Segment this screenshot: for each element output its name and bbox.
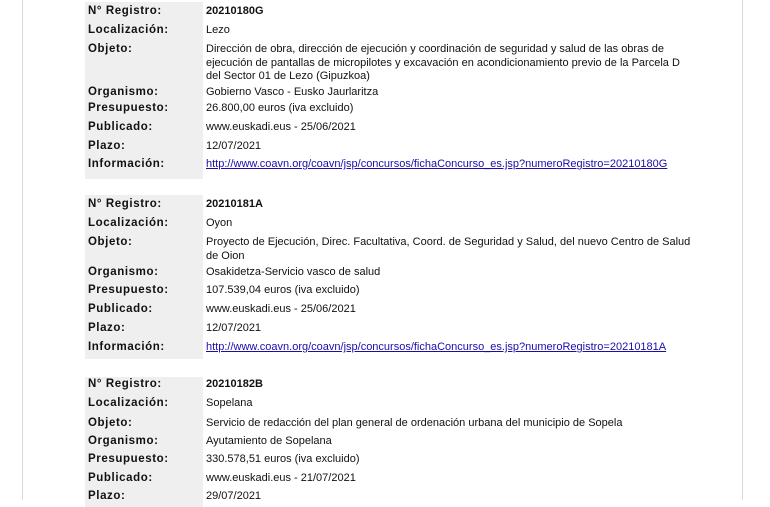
presupuesto-row [85,101,705,120]
localizacion-row [85,396,705,415]
informacion-label: Información: [85,339,203,359]
registro-value: 20210181A [206,198,263,210]
publicado-row [85,120,705,139]
objeto-label: Objeto: [85,233,203,265]
objeto-label: Objeto: [85,40,203,83]
informacion-link[interactable]: http://www.coavn.org/coavn/jsp/concursos/fichaConcurso_es.jsp?numeroRegistro=20210180G [206,158,668,170]
publicado-label: Publicado: [85,471,203,489]
plazo-row [85,489,705,507]
organismo-value: Ayutamiento de Sopelana [206,435,332,447]
publicado-label: Publicado: [85,302,203,321]
presupuesto-value: 26.800,00 euros (iva excluido) [206,102,354,114]
publicado-value: www.euskadi.eus - 25/06/2021 [206,303,356,315]
presupuesto-row [85,452,705,471]
plazo-label: Plazo: [85,139,203,157]
informacion-link[interactable]: http://www.coavn.org/coavn/jsp/concursos/fichaConcurso_es.jsp?numeroRegistro=20210181A [206,341,667,353]
localizacion-label: Localización: [85,396,203,415]
plazo-value: 29/07/2021 [206,490,262,502]
organismo-row [85,265,705,283]
presupuesto-label: Presupuesto: [85,283,203,302]
plazo-value: 12/07/2021 [206,140,262,152]
localizacion-label: Localización: [85,21,203,40]
publicado-row [85,302,705,321]
registro-label: N° Registro: [85,377,203,396]
organismo-label: Organismo: [85,83,203,101]
registro-value: 20210180G [206,5,264,17]
localizacion-value: Sopelana [206,397,253,409]
informacion-label: Información: [85,157,203,179]
objeto-value: Proyecto de Ejecución, Direc. Facultativa, Coord. de Seguridad y Salud, del nuevo Centro de Salud de Oion [206,236,691,262]
plazo-row [85,321,705,339]
localizacion-label: Localización: [85,214,203,233]
objeto-row [85,40,705,83]
tender-record [85,2,705,179]
registro-row [85,2,705,21]
localizacion-value: Oyon [206,217,233,229]
plazo-value: 12/07/2021 [206,322,262,334]
organismo-row [85,83,705,101]
informacion-row [85,157,705,179]
tender-record [85,377,705,507]
organismo-label: Organismo: [85,433,203,452]
plazo-label: Plazo: [85,321,203,339]
presupuesto-row [85,283,705,302]
publicado-value: www.euskadi.eus - 25/06/2021 [206,121,356,133]
registro-value: 20210182B [206,378,263,390]
publicado-label: Publicado: [85,120,203,139]
objeto-value: Servicio de redacción del plan general de ordenación urbana del municipio de Sopela [206,417,623,429]
organismo-value: Gobierno Vasco - Eusko Jaurlaritza [206,86,379,98]
objeto-value: Dirección de obra, dirección de ejecución y coordinación de seguridad y salud de las obras de ejecución de pantallas de micropilotes y excavación en acondicionamiento previo de la Parcela D del Sector 01 de Lezo (Gipuzkoa) [206,43,680,82]
informacion-row [85,339,705,359]
plazo-row [85,139,705,157]
organismo-row [85,433,705,452]
organismo-value: Osakidetza-Servicio vasco de salud [206,266,381,278]
publicado-row [85,471,705,489]
localizacion-row [85,214,705,233]
organismo-label: Organismo: [85,265,203,283]
tender-record [85,195,705,359]
presupuesto-value: 107.539,04 euros (iva excluido) [206,284,360,296]
localizacion-value: Lezo [206,24,230,36]
presupuesto-label: Presupuesto: [85,101,203,120]
registro-label: N° Registro: [85,195,203,214]
presupuesto-value: 330.578,51 euros (iva excluido) [206,453,360,465]
localizacion-row [85,21,705,40]
objeto-label: Objeto: [85,415,203,433]
presupuesto-label: Presupuesto: [85,452,203,471]
registro-label: N° Registro: [85,2,203,21]
publicado-value: www.euskadi.eus - 21/07/2021 [206,472,356,484]
plazo-label: Plazo: [85,489,203,507]
registro-row [85,195,705,214]
objeto-row [85,415,705,433]
objeto-row [85,233,705,265]
registro-row [85,377,705,396]
